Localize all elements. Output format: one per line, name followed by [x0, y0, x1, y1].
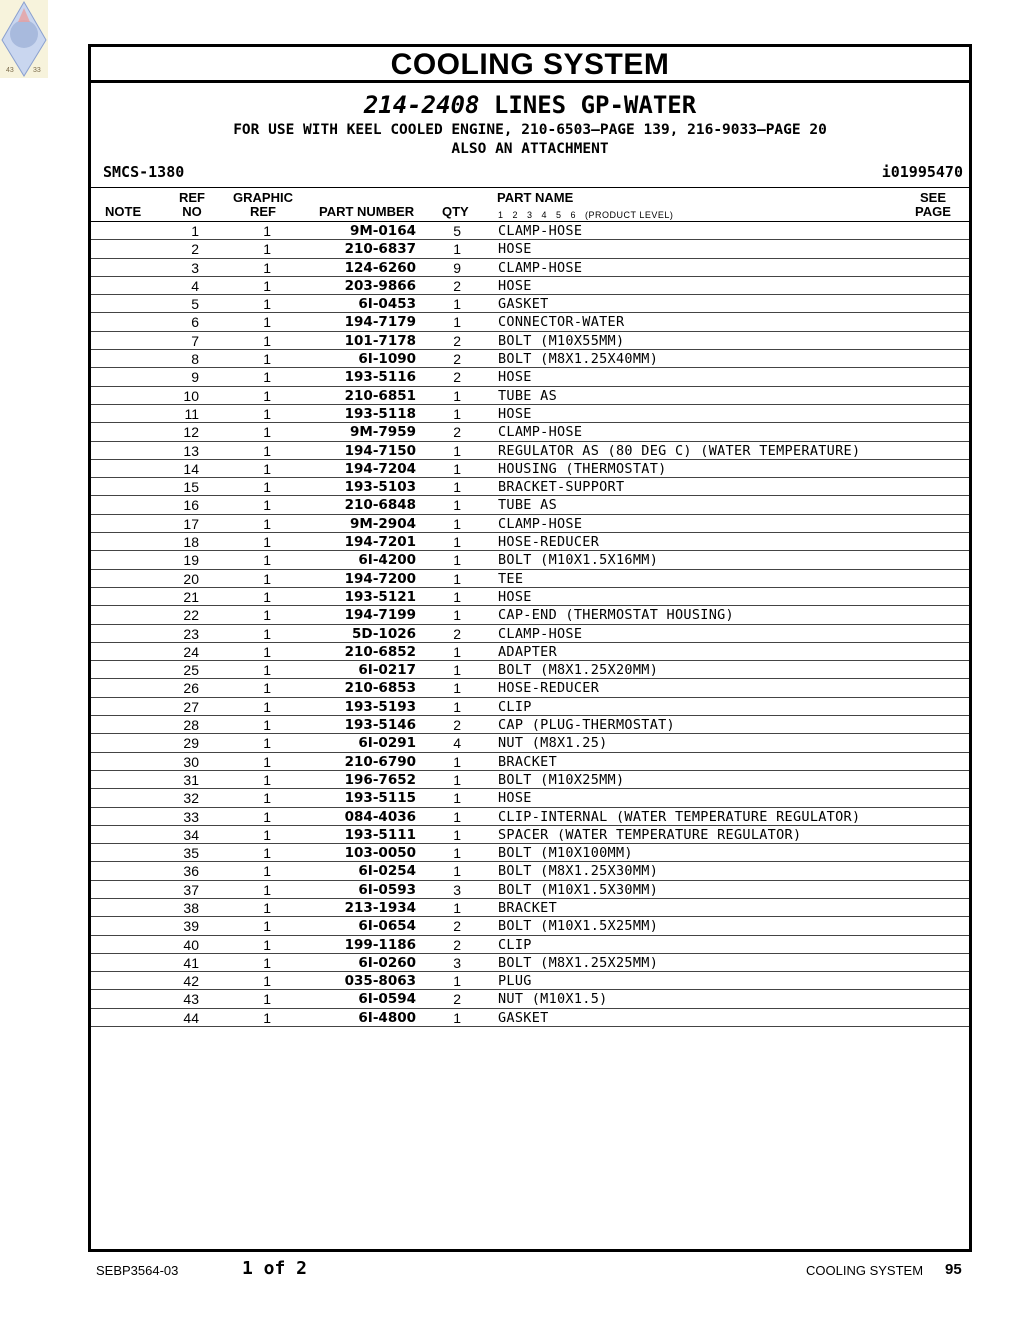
- col-product-level: 1 2 3 4 5 6 (PRODUCT LEVEL): [498, 210, 674, 220]
- ref-no-cell: 28: [183, 717, 199, 734]
- col-note: NOTE: [105, 204, 142, 219]
- table-row: [91, 551, 969, 569]
- qty-cell: 1: [453, 680, 461, 697]
- ref-no-cell: 33: [183, 808, 199, 825]
- publisher-logo-icon: [0, 0, 48, 78]
- graphic-ref-cell: 1: [263, 296, 271, 313]
- qty-cell: 1: [453, 588, 461, 605]
- part-name-cell: REGULATOR AS (80 DEG C) (WATER TEMPERATURE): [498, 442, 861, 459]
- part-number-cell: 101-7178: [344, 332, 416, 349]
- section-title: COOLING SYSTEM: [91, 47, 969, 83]
- ref-no-cell: 5: [191, 296, 199, 313]
- table-row: [91, 277, 969, 295]
- qty-cell: 1: [453, 899, 461, 916]
- qty-cell: 4: [453, 735, 461, 752]
- table-row: [91, 643, 969, 661]
- table-row: [91, 570, 969, 588]
- graphic-ref-cell: 1: [263, 662, 271, 679]
- part-number-cell: 210-6853: [344, 680, 416, 697]
- ref-no-cell: 36: [183, 863, 199, 880]
- part-number-cell: 6I-0260: [358, 954, 416, 971]
- col-ref-no-line1: REF: [179, 190, 205, 205]
- ref-no-cell: 25: [183, 662, 199, 679]
- part-name-cell: CLAMP-HOSE: [498, 424, 583, 441]
- qty-cell: 1: [453, 570, 461, 587]
- table-row: [91, 259, 969, 277]
- usage-note-line-2: ALSO AN ATTACHMENT: [451, 141, 609, 157]
- part-name-cell: CLIP: [498, 936, 532, 953]
- part-name-cell: HOSE: [498, 369, 532, 386]
- graphic-ref-cell: 1: [263, 771, 271, 788]
- part-name-cell: HOSE: [498, 588, 532, 605]
- ref-no-cell: 9: [191, 369, 199, 386]
- part-name-cell: BOLT (M10X55MM): [498, 332, 625, 349]
- qty-cell: 1: [453, 973, 461, 990]
- qty-cell: 1: [453, 826, 461, 843]
- graphic-ref-cell: 1: [263, 351, 271, 368]
- part-name-cell: BRACKET: [498, 753, 557, 770]
- qty-cell: 5: [453, 223, 461, 239]
- part-number-cell: 199-1186: [344, 936, 416, 953]
- qty-cell: 2: [453, 351, 461, 368]
- ref-no-cell: 4: [191, 277, 199, 294]
- graphic-ref-cell: 1: [263, 570, 271, 587]
- part-name-cell: GASKET: [498, 1009, 549, 1026]
- qty-cell: 2: [453, 369, 461, 386]
- part-name-cell: BOLT (M10X25MM): [498, 771, 625, 788]
- graphic-ref-cell: 1: [263, 753, 271, 770]
- table-row: [91, 844, 969, 862]
- part-name-cell: CLAMP-HOSE: [498, 625, 583, 642]
- part-number-cell: 194-7199: [344, 607, 416, 624]
- table-row: [91, 972, 969, 990]
- part-name-cell: BOLT (M10X1.5X30MM): [498, 881, 659, 898]
- table-row: [91, 313, 969, 331]
- part-name-cell: HOSE: [498, 277, 532, 294]
- table-row: [91, 771, 969, 789]
- col-ref-no: [177, 191, 207, 219]
- group-header: [91, 83, 969, 187]
- group-number: 214-2408: [363, 91, 480, 119]
- ref-no-cell: 11: [184, 405, 199, 422]
- part-name-cell: BOLT (M8X1.25X30MM): [498, 863, 659, 880]
- part-name-cell: CLIP-INTERNAL (WATER TEMPERATURE REGULATOR): [498, 808, 861, 825]
- qty-cell: 1: [453, 460, 461, 477]
- part-number-cell: 6I-0654: [358, 918, 416, 935]
- graphic-ref-cell: 1: [263, 826, 271, 843]
- table-row: [91, 368, 969, 386]
- col-ref-no-line2: NO: [182, 204, 202, 219]
- col-part-name: PART NAME: [497, 190, 574, 205]
- ref-no-cell: 13: [183, 442, 199, 459]
- ref-no-cell: 15: [183, 479, 199, 496]
- graphic-ref-cell: 1: [263, 698, 271, 715]
- ref-no-cell: 22: [183, 607, 199, 624]
- part-name-cell: TUBE AS: [498, 497, 557, 514]
- qty-cell: 1: [453, 405, 461, 422]
- part-number-cell: 193-5116: [344, 369, 416, 386]
- ref-no-cell: 41: [183, 954, 199, 971]
- document-number: SEBP3564-03: [96, 1263, 179, 1278]
- group-name: LINES GP-WATER: [493, 91, 697, 119]
- table-row: [91, 753, 969, 771]
- part-name-cell: BOLT (M8X1.25X20MM): [498, 662, 659, 679]
- table-row: [91, 423, 969, 441]
- table-row: [91, 661, 969, 679]
- ref-no-cell: 32: [183, 790, 199, 807]
- graphic-ref-cell: 1: [263, 369, 271, 386]
- col-see-page-line1: SEE: [919, 190, 946, 205]
- qty-cell: 1: [453, 753, 461, 770]
- ref-no-cell: 31: [183, 771, 199, 788]
- graphic-ref-cell: 1: [263, 552, 271, 569]
- part-name-cell: NUT (M10X1.5): [498, 991, 608, 1008]
- part-number-cell: 6I-1090: [358, 351, 416, 368]
- table-row: [91, 533, 969, 551]
- ref-no-cell: 42: [183, 973, 199, 990]
- graphic-ref-cell: 1: [263, 790, 271, 807]
- ref-no-cell: 18: [183, 534, 199, 551]
- group-title: [91, 91, 969, 119]
- table-row: [91, 698, 969, 716]
- graphic-ref-cell: 1: [263, 497, 271, 514]
- part-name-cell: HOUSING (THERMOSTAT): [498, 460, 667, 477]
- ref-no-cell: 3: [191, 259, 199, 276]
- qty-cell: 1: [453, 241, 461, 258]
- part-name-cell: PLUG: [498, 973, 532, 990]
- part-name-cell: TEE: [498, 570, 524, 587]
- qty-cell: 3: [453, 881, 461, 898]
- table-row: [91, 460, 969, 478]
- table-row: [91, 332, 969, 350]
- part-name-cell: NUT (M8X1.25): [498, 735, 608, 752]
- qty-cell: 1: [453, 442, 461, 459]
- ref-no-cell: 44: [183, 1009, 199, 1026]
- ref-no-cell: 2: [191, 241, 199, 258]
- ref-no-cell: 6: [191, 314, 199, 331]
- ref-no-cell: 30: [183, 753, 199, 770]
- table-row: [91, 862, 969, 880]
- part-name-cell: ADAPTER: [498, 643, 557, 660]
- graphic-ref-cell: 1: [263, 735, 271, 752]
- part-number-cell: 6I-0594: [358, 991, 416, 1008]
- ref-no-cell: 23: [183, 625, 199, 642]
- part-name-cell: BOLT (M10X1.5X25MM): [498, 918, 659, 935]
- qty-cell: 2: [453, 991, 461, 1008]
- part-number-cell: 035-8063: [344, 973, 416, 990]
- part-name-cell: BOLT (M10X1.5X16MM): [498, 552, 659, 569]
- part-number-cell: 210-6852: [344, 643, 416, 660]
- table-row: [91, 990, 969, 1008]
- qty-cell: 1: [453, 515, 461, 532]
- table-row: [91, 222, 969, 240]
- table-row: [91, 826, 969, 844]
- part-number-cell: 194-7204: [344, 460, 416, 477]
- part-name-cell: HOSE: [498, 241, 532, 258]
- part-number-cell: 9M-0164: [349, 223, 416, 239]
- part-number-cell: 193-5103: [344, 479, 416, 496]
- graphic-ref-cell: 1: [263, 936, 271, 953]
- smcs-code: SMCS-1380: [103, 163, 185, 181]
- ref-no-cell: 7: [191, 332, 199, 349]
- part-number-cell: 5D-1026: [351, 625, 416, 642]
- graphic-ref-cell: 1: [263, 607, 271, 624]
- ref-no-cell: 24: [183, 643, 199, 660]
- graphic-ref-cell: 1: [263, 643, 271, 660]
- part-name-cell: CLAMP-HOSE: [498, 515, 583, 532]
- table-row: [91, 350, 969, 368]
- graphic-ref-cell: 1: [263, 845, 271, 862]
- part-number-cell: 210-6837: [344, 241, 416, 258]
- col-graphic-ref-line2: REF: [250, 204, 276, 219]
- ref-no-cell: 38: [183, 899, 199, 916]
- part-name-cell: TUBE AS: [498, 387, 557, 404]
- part-number-cell: 210-6790: [344, 753, 416, 770]
- part-number-cell: 193-5193: [344, 698, 416, 715]
- part-name-cell: CLIP: [498, 698, 532, 715]
- part-number-cell: 194-7200: [344, 570, 416, 587]
- ref-no-cell: 14: [183, 460, 199, 477]
- table-header: [91, 187, 969, 222]
- ref-no-cell: 40: [183, 936, 199, 953]
- table-row: [91, 478, 969, 496]
- table-row: [91, 387, 969, 405]
- part-name-cell: CLAMP-HOSE: [498, 223, 583, 239]
- part-number-cell: 6I-0254: [358, 863, 416, 880]
- part-number-cell: 9M-2904: [349, 515, 416, 532]
- part-name-cell: BOLT (M8X1.25X25MM): [498, 954, 659, 971]
- page-number: 95: [945, 1261, 962, 1278]
- part-name-cell: BRACKET: [498, 899, 557, 916]
- part-number-cell: 203-9866: [344, 277, 416, 294]
- qty-cell: 9: [453, 259, 461, 276]
- col-graphic-ref: [231, 191, 295, 219]
- page-of-count: 1 of 2: [242, 1258, 308, 1279]
- part-name-cell: CONNECTOR-WATER: [498, 314, 625, 331]
- part-number-cell: 194-7150: [344, 442, 416, 459]
- part-name-cell: GASKET: [498, 296, 549, 313]
- graphic-ref-cell: 1: [263, 460, 271, 477]
- qty-cell: 1: [453, 479, 461, 496]
- part-number-cell: 194-7201: [344, 534, 416, 551]
- graphic-ref-cell: 1: [263, 680, 271, 697]
- ref-no-cell: 12: [183, 424, 199, 441]
- table-row: [91, 496, 969, 514]
- qty-cell: 2: [453, 277, 461, 294]
- graphic-ref-cell: 1: [263, 588, 271, 605]
- ref-no-cell: 27: [183, 698, 199, 715]
- table-row: [91, 295, 969, 313]
- table-row: [91, 808, 969, 826]
- ref-no-cell: 20: [183, 570, 199, 587]
- col-graphic-ref-line1: GRAPHIC: [233, 190, 293, 205]
- graphic-ref-cell: 1: [263, 479, 271, 496]
- part-number-cell: 193-5146: [344, 717, 416, 734]
- parts-list: [91, 222, 969, 1027]
- table-row: [91, 515, 969, 533]
- ref-no-cell: 10: [183, 387, 199, 404]
- qty-cell: 1: [453, 771, 461, 788]
- qty-cell: 1: [453, 534, 461, 551]
- qty-cell: 1: [453, 698, 461, 715]
- qty-cell: 1: [453, 314, 461, 331]
- table-row: [91, 954, 969, 972]
- col-qty: QTY: [442, 204, 469, 219]
- part-name-cell: BRACKET-SUPPORT: [498, 479, 625, 496]
- qty-cell: 3: [453, 954, 461, 971]
- ref-no-cell: 16: [183, 497, 199, 514]
- parts-page-frame: [88, 44, 972, 1252]
- ref-no-cell: 34: [183, 826, 199, 843]
- part-number-cell: 6I-4200: [358, 552, 416, 569]
- ref-no-cell: 35: [183, 845, 199, 862]
- graphic-ref-cell: 1: [263, 277, 271, 294]
- graphic-ref-cell: 1: [263, 534, 271, 551]
- graphic-ref-cell: 1: [263, 387, 271, 404]
- qty-cell: 2: [453, 918, 461, 935]
- part-number-cell: 210-6848: [344, 497, 416, 514]
- graphic-ref-cell: 1: [263, 717, 271, 734]
- ref-no-cell: 26: [183, 680, 199, 697]
- table-row: [91, 789, 969, 807]
- graphic-ref-cell: 1: [263, 223, 271, 239]
- graphic-ref-cell: 1: [263, 973, 271, 990]
- part-number-cell: 084-4036: [344, 808, 416, 825]
- part-number-cell: 210-6851: [344, 387, 416, 404]
- graphic-ref-cell: 1: [263, 625, 271, 642]
- graphic-ref-cell: 1: [263, 515, 271, 532]
- qty-cell: 2: [453, 424, 461, 441]
- graphic-ref-cell: 1: [263, 241, 271, 258]
- part-name-cell: BOLT (M8X1.25X40MM): [498, 351, 659, 368]
- usage-note-line-1: FOR USE WITH KEEL COOLED ENGINE, 210-6503—PAGE 139, 216-9033—PAGE 20: [233, 122, 827, 138]
- qty-cell: 1: [453, 497, 461, 514]
- part-name-cell: CAP-END (THERMOSTAT HOUSING): [498, 607, 734, 624]
- graphic-ref-cell: 1: [263, 863, 271, 880]
- part-name-cell: HOSE-REDUCER: [498, 534, 600, 551]
- part-number-cell: 6I-0453: [358, 296, 416, 313]
- graphic-ref-cell: 1: [263, 405, 271, 422]
- qty-cell: 1: [453, 552, 461, 569]
- part-number-cell: 6I-0593: [358, 881, 416, 898]
- graphic-ref-cell: 1: [263, 442, 271, 459]
- part-name-cell: HOSE: [498, 405, 532, 422]
- table-row: [91, 1009, 969, 1027]
- table-row: [91, 625, 969, 643]
- table-row: [91, 405, 969, 423]
- table-row: [91, 606, 969, 624]
- graphic-ref-cell: 1: [263, 881, 271, 898]
- part-number-cell: 193-5121: [344, 588, 416, 605]
- logo-number-right: 33: [33, 67, 41, 74]
- part-name-cell: HOSE-REDUCER: [498, 680, 600, 697]
- part-name-cell: CLAMP-HOSE: [498, 259, 583, 276]
- table-row: [91, 240, 969, 258]
- qty-cell: 1: [453, 643, 461, 660]
- part-number-cell: 6I-4800: [358, 1009, 416, 1026]
- table-row: [91, 588, 969, 606]
- table-row: [91, 917, 969, 935]
- qty-cell: 1: [453, 607, 461, 624]
- logo-number-left: 43: [6, 67, 14, 74]
- qty-cell: 1: [453, 296, 461, 313]
- qty-cell: 2: [453, 625, 461, 642]
- part-name-cell: HOSE: [498, 790, 532, 807]
- ref-no-cell: 21: [183, 588, 199, 605]
- qty-cell: 1: [453, 845, 461, 862]
- graphic-ref-cell: 1: [263, 1009, 271, 1026]
- part-name-cell: CAP (PLUG-THERMOSTAT): [498, 717, 675, 734]
- qty-cell: 2: [453, 936, 461, 953]
- part-number-cell: 193-5118: [344, 405, 416, 422]
- ref-no-cell: 8: [191, 351, 199, 368]
- ref-no-cell: 29: [183, 735, 199, 752]
- footer-section-name: COOLING SYSTEM: [806, 1263, 924, 1278]
- ref-no-cell: 39: [183, 918, 199, 935]
- graphic-ref-cell: 1: [263, 808, 271, 825]
- ref-no-cell: 17: [183, 515, 199, 532]
- part-name-cell: SPACER (WATER TEMPERATURE REGULATOR): [498, 826, 802, 843]
- ref-no-cell: 1: [191, 223, 199, 239]
- graphic-ref-cell: 1: [263, 991, 271, 1008]
- qty-cell: 1: [453, 863, 461, 880]
- graphic-ref-cell: 1: [263, 424, 271, 441]
- part-number-cell: 6I-0217: [358, 662, 416, 679]
- qty-cell: 1: [453, 808, 461, 825]
- part-number-cell: 193-5111: [344, 826, 416, 843]
- col-see-page-line2: PAGE: [915, 204, 951, 219]
- part-number-cell: 196-7652: [344, 771, 416, 788]
- table-row: [91, 881, 969, 899]
- part-number-cell: 103-0050: [344, 845, 416, 862]
- ref-no-cell: 43: [183, 991, 199, 1008]
- illustration-id: i01995470: [881, 163, 963, 181]
- graphic-ref-cell: 1: [263, 899, 271, 916]
- col-see-page: [913, 191, 953, 219]
- col-part-number: PART NUMBER: [319, 204, 415, 219]
- ref-no-cell: 19: [183, 552, 199, 569]
- graphic-ref-cell: 1: [263, 259, 271, 276]
- qty-cell: 1: [453, 790, 461, 807]
- qty-cell: 2: [453, 717, 461, 734]
- graphic-ref-cell: 1: [263, 954, 271, 971]
- part-number-cell: 213-1934: [344, 899, 416, 916]
- part-number-cell: 194-7179: [344, 314, 416, 331]
- graphic-ref-cell: 1: [263, 332, 271, 349]
- table-row: [91, 716, 969, 734]
- qty-cell: 1: [453, 387, 461, 404]
- qty-cell: 1: [453, 1009, 461, 1026]
- table-row: [91, 899, 969, 917]
- ref-no-cell: 37: [183, 881, 199, 898]
- part-name-cell: BOLT (M10X100MM): [498, 845, 633, 862]
- table-row: [91, 679, 969, 697]
- part-number-cell: 6I-0291: [358, 735, 416, 752]
- part-number-cell: 124-6260: [344, 259, 416, 276]
- graphic-ref-cell: 1: [263, 918, 271, 935]
- table-row: [91, 734, 969, 752]
- qty-cell: 2: [453, 332, 461, 349]
- table-row: [91, 936, 969, 954]
- table-row: [91, 442, 969, 460]
- graphic-ref-cell: 1: [263, 314, 271, 331]
- part-number-cell: 193-5115: [344, 790, 416, 807]
- qty-cell: 1: [453, 662, 461, 679]
- part-number-cell: 9M-7959: [349, 424, 416, 441]
